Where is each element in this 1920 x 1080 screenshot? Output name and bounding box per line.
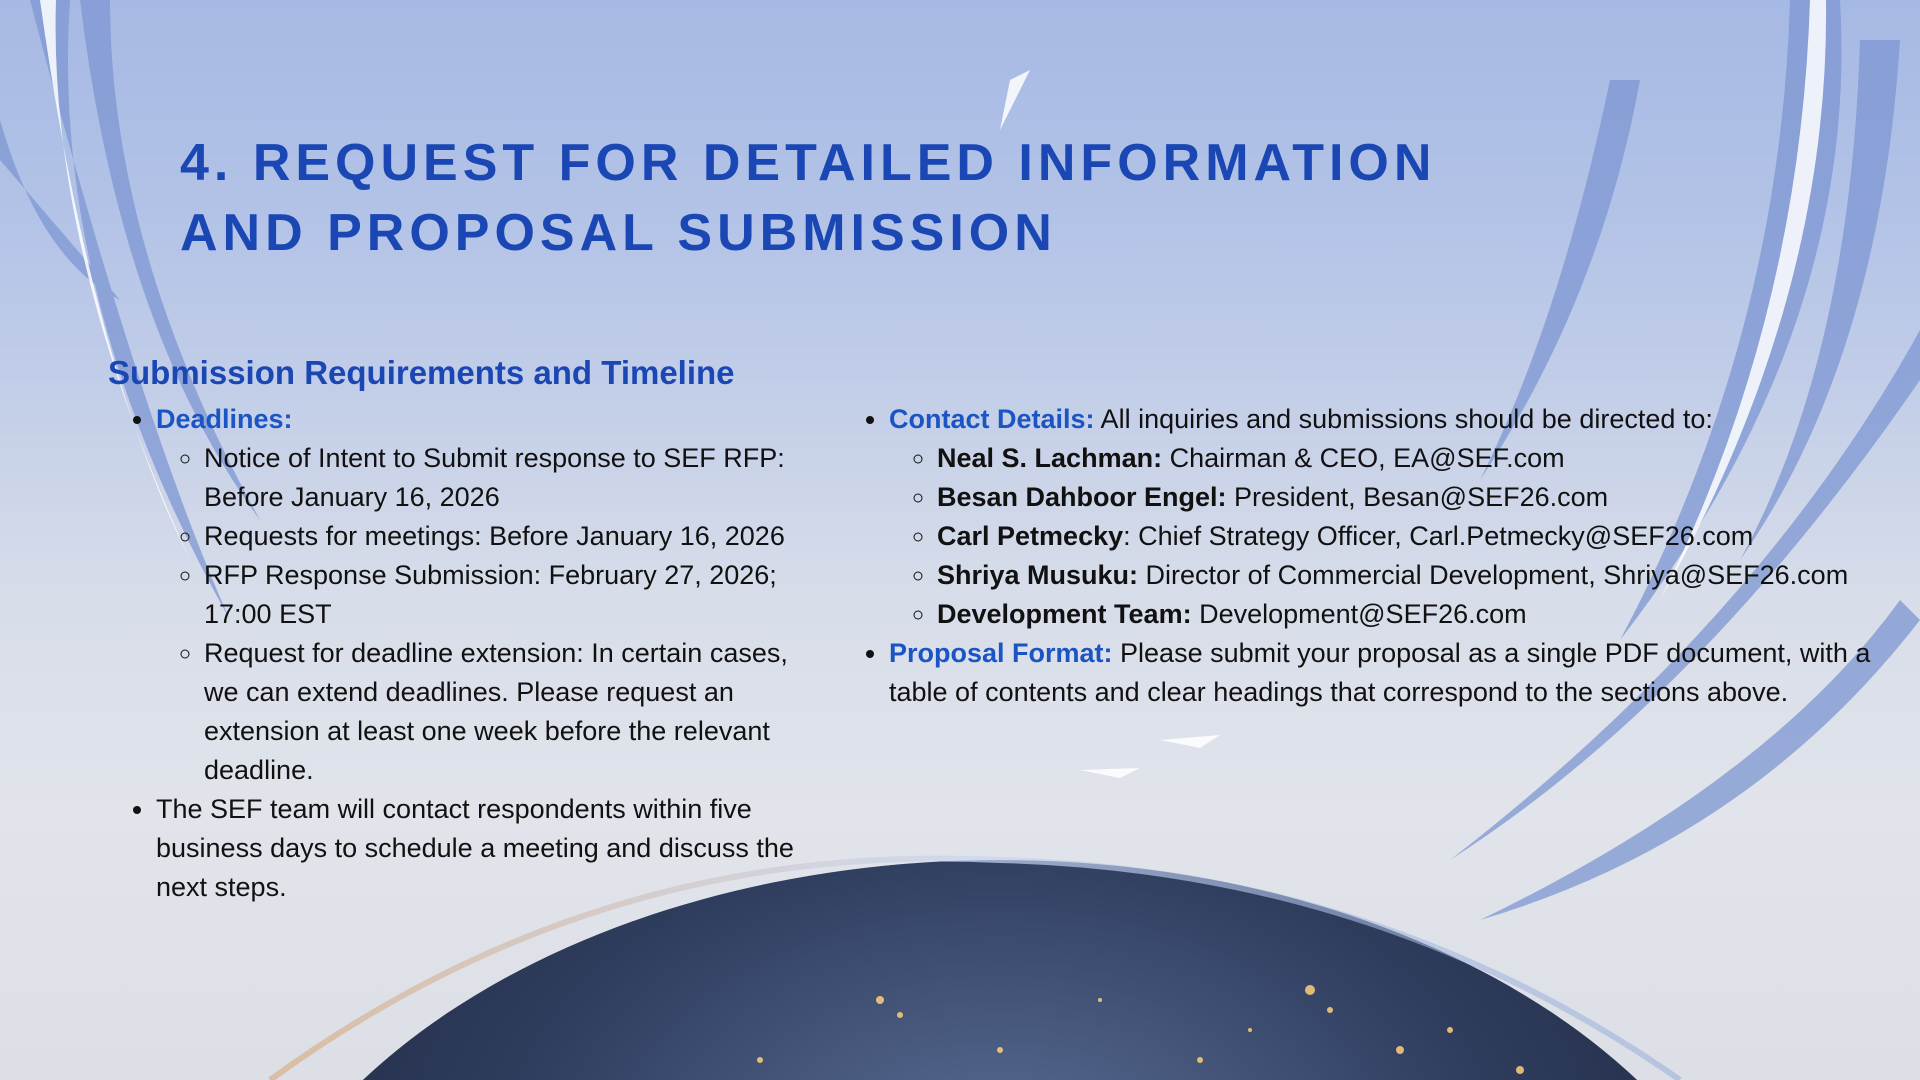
deadline-item: ◦ Requests for meetings: Before January 16, 2026 — [204, 517, 828, 556]
left-column — [108, 400, 828, 907]
contact-name: Carl Petmecky — [937, 521, 1124, 551]
deadlines-sublist — [156, 439, 828, 790]
contact-detail: Chairman & CEO, EA@SEF.com — [1162, 443, 1565, 473]
contact-item — [937, 478, 1901, 517]
deadlines-item — [156, 400, 828, 790]
section-heading: Submission Requirements and Timeline — [108, 354, 735, 391]
followup-item: • The SEF team will contact respondents within five business days to schedule a meeting and discuss the next steps. — [156, 790, 828, 907]
contact-detail: Development@SEF26.com — [1191, 599, 1527, 629]
contact-detail: : Chief Strategy Officer, Carl.Petmecky@SEF26.com — [1123, 521, 1754, 551]
contact-detail: President, Besan@SEF26.com — [1226, 482, 1609, 512]
page-title-line-2: AND PROPOSAL SUBMISSION — [180, 204, 1057, 262]
deadline-item: ◦ Request for deadline extension: In certain cases, we can extend deadlines. Please request an extension at least one week before the relevant deadline. — [204, 634, 828, 790]
page-title-line-1: 4. REQUEST FOR DETAILED INFORMATION — [180, 134, 1437, 192]
contact-item — [937, 556, 1901, 595]
proposal-format-item — [889, 634, 1901, 712]
contact-details-item — [889, 400, 1901, 634]
contact-name: Development Team: — [937, 599, 1192, 629]
contact-detail: Director of Commercial Development, Shriya@SEF26.com — [1138, 560, 1849, 590]
contact-details-intro: All inquiries and submissions should be directed to: — [1094, 404, 1713, 434]
contact-name: Neal S. Lachman: — [937, 443, 1163, 473]
contact-item — [937, 595, 1901, 634]
page-title — [180, 128, 1436, 268]
deadlines-label: Deadlines: — [156, 404, 293, 434]
contact-name: Besan Dahboor Engel: — [937, 482, 1227, 512]
proposal-format-text: Please submit your proposal as a single PDF document, with a table of contents and clear headings that correspond to the sections above. — [889, 638, 1871, 707]
proposal-format-label: Proposal Format: — [889, 638, 1113, 668]
contact-item — [937, 517, 1901, 556]
deadline-item: ◦ RFP Response Submission: February 27, 2026; 17:00 EST — [204, 556, 828, 634]
right-column — [841, 400, 1901, 712]
left-bullet-list — [108, 400, 828, 907]
right-bullet-list — [841, 400, 1901, 712]
contacts-sublist — [889, 439, 1901, 634]
contact-item — [937, 439, 1901, 478]
contact-name: Shriya Musuku: — [937, 560, 1139, 590]
deadline-item: ◦ Notice of Intent to Submit response to SEF RFP: Before January 16, 2026 — [204, 439, 828, 517]
contact-details-label: Contact Details: — [889, 404, 1095, 434]
